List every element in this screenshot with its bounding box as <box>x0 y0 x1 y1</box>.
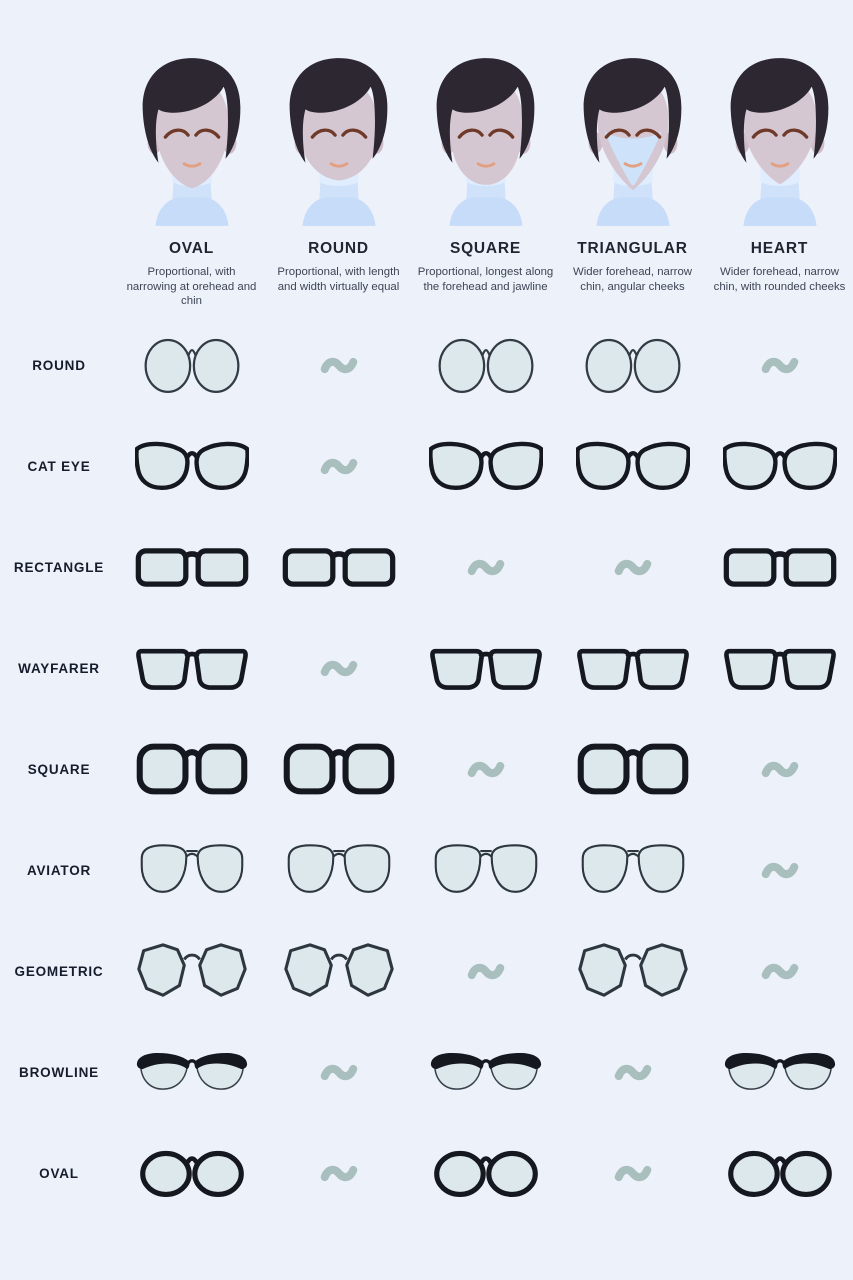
matrix-row-geometric <box>0 921 853 1022</box>
not-recommended-tilde-icon <box>760 353 800 378</box>
glasses-cell <box>559 820 706 921</box>
glasses-browline-icon <box>429 1048 543 1096</box>
glasses-style-label: CAT EYE <box>27 458 91 474</box>
glasses-cell <box>118 1022 265 1123</box>
glasses-cell <box>118 416 265 517</box>
glasses-cell <box>265 719 412 820</box>
matrix-row-rectangle <box>0 517 853 618</box>
not-recommended-cell <box>559 1123 706 1224</box>
glasses-round-icon <box>582 334 684 396</box>
not-recommended-tilde-icon <box>319 1060 359 1085</box>
glasses-cell <box>412 820 559 921</box>
face-column-heart <box>706 52 853 294</box>
not-recommended-cell <box>706 315 853 416</box>
face-shape-description: Proportional, with length and width virtually equal <box>277 266 400 293</box>
not-recommended-cell <box>412 517 559 618</box>
face-round-illustration <box>265 52 413 230</box>
matrix-row-round <box>0 315 853 416</box>
glasses-browline-icon <box>723 1048 837 1096</box>
not-recommended-tilde-icon <box>466 959 506 984</box>
glasses-cateye-icon <box>576 439 690 493</box>
glasses-cell <box>118 1123 265 1224</box>
glasses-style-label: WAYFARER <box>18 660 100 676</box>
face-shapes-header <box>0 0 853 309</box>
glasses-cell <box>265 820 412 921</box>
glasses-geometric-icon <box>281 942 397 1000</box>
glasses-square-icon <box>136 740 248 798</box>
glasses-cell <box>412 618 559 719</box>
glasses-oval-icon <box>727 1147 833 1199</box>
glasses-cateye-icon <box>723 439 837 493</box>
face-shape-label: ROUND <box>308 240 369 257</box>
matrix-row-wayfarer <box>0 618 853 719</box>
glasses-style-label: OVAL <box>39 1165 79 1181</box>
not-recommended-cell <box>559 1022 706 1123</box>
glasses-aviator-icon <box>578 842 688 898</box>
glasses-cateye-icon <box>135 439 249 493</box>
matrix-row-cateye <box>0 416 853 517</box>
face-oval-illustration <box>118 52 266 230</box>
glasses-cell <box>559 921 706 1022</box>
glasses-cell <box>559 618 706 719</box>
glasses-rectangle-icon <box>282 544 396 590</box>
glasses-wayfarer-icon <box>724 643 836 693</box>
glasses-cell <box>706 1123 853 1224</box>
glasses-style-label: SQUARE <box>27 761 91 777</box>
face-shape-label: HEART <box>750 240 809 257</box>
glasses-cell <box>559 719 706 820</box>
not-recommended-tilde-icon <box>319 454 359 479</box>
matrix-row-aviator <box>0 820 853 921</box>
glasses-style-label: BROWLINE <box>19 1064 99 1080</box>
not-recommended-tilde-icon <box>319 656 359 681</box>
glasses-cell <box>706 517 853 618</box>
not-recommended-cell <box>559 517 706 618</box>
glasses-wayfarer-icon <box>430 643 542 693</box>
face-shape-label: OVAL <box>168 240 215 257</box>
not-recommended-cell <box>706 719 853 820</box>
glasses-round-icon <box>141 334 243 396</box>
compatibility-matrix <box>0 315 853 1224</box>
glasses-cell <box>118 315 265 416</box>
not-recommended-tilde-icon <box>466 555 506 580</box>
glasses-cell <box>118 719 265 820</box>
glasses-cell <box>118 618 265 719</box>
header-corner-spacer <box>0 52 118 62</box>
face-shape-description: Proportional, longest along the forehead and jawline <box>417 266 554 293</box>
not-recommended-tilde-icon <box>760 858 800 883</box>
glasses-style-label: RECTANGLE <box>13 559 105 575</box>
face-triangular-illustration <box>559 52 707 230</box>
not-recommended-cell <box>265 315 412 416</box>
not-recommended-cell <box>265 1022 412 1123</box>
glasses-aviator-icon <box>431 842 541 898</box>
glasses-geometric-icon <box>575 942 691 1000</box>
glasses-rectangle-icon <box>135 544 249 590</box>
face-square-illustration <box>412 52 560 230</box>
glasses-cell <box>118 921 265 1022</box>
face-column-oval <box>118 52 265 309</box>
not-recommended-cell <box>265 416 412 517</box>
not-recommended-cell <box>265 1123 412 1224</box>
glasses-style-label: ROUND <box>32 357 86 373</box>
face-column-square <box>412 52 559 294</box>
glasses-style-label: GEOMETRIC <box>14 963 104 979</box>
face-column-round <box>265 52 412 294</box>
glasses-round-icon <box>435 334 537 396</box>
not-recommended-cell <box>412 719 559 820</box>
face-shape-description: Proportional, with narrowing at orehead and chin <box>126 266 257 308</box>
not-recommended-tilde-icon <box>613 1060 653 1085</box>
glasses-cell <box>559 315 706 416</box>
glasses-aviator-icon <box>137 842 247 898</box>
glasses-cell <box>706 618 853 719</box>
glasses-square-icon <box>283 740 395 798</box>
glasses-cateye-icon <box>429 439 543 493</box>
glasses-cell <box>706 416 853 517</box>
glasses-cell <box>265 517 412 618</box>
matrix-row-square <box>0 719 853 820</box>
matrix-row-oval <box>0 1123 853 1224</box>
glasses-cell <box>265 921 412 1022</box>
matrix-row-browline <box>0 1022 853 1123</box>
not-recommended-cell <box>412 921 559 1022</box>
glasses-oval-icon <box>433 1147 539 1199</box>
glasses-wayfarer-icon <box>136 643 248 693</box>
glasses-cell <box>412 416 559 517</box>
not-recommended-cell <box>706 921 853 1022</box>
glasses-cell <box>412 1123 559 1224</box>
face-heart-illustration <box>706 52 853 230</box>
glasses-cell <box>118 820 265 921</box>
not-recommended-tilde-icon <box>319 1161 359 1186</box>
glasses-cell <box>559 416 706 517</box>
not-recommended-cell <box>265 618 412 719</box>
glasses-aviator-icon <box>284 842 394 898</box>
face-shape-description: Wider forehead, narrow chin, with rounded cheeks <box>713 266 846 293</box>
face-shape-label: TRIANGULAR <box>577 240 688 257</box>
not-recommended-cell <box>706 820 853 921</box>
glasses-cell <box>118 517 265 618</box>
glasses-cell <box>706 1022 853 1123</box>
glasses-cell <box>412 1022 559 1123</box>
face-shape-description: Wider forehead, narrow chin, angular cheeks <box>572 266 693 293</box>
glasses-wayfarer-icon <box>577 643 689 693</box>
face-column-triangular <box>559 52 706 294</box>
not-recommended-tilde-icon <box>613 1161 653 1186</box>
glasses-geometric-icon <box>134 942 250 1000</box>
glasses-cell <box>412 315 559 416</box>
glasses-square-icon <box>577 740 689 798</box>
glasses-rectangle-icon <box>723 544 837 590</box>
face-shape-label: SQUARE <box>449 240 522 257</box>
glasses-oval-icon <box>139 1147 245 1199</box>
not-recommended-tilde-icon <box>319 353 359 378</box>
not-recommended-tilde-icon <box>466 757 506 782</box>
not-recommended-tilde-icon <box>760 959 800 984</box>
not-recommended-tilde-icon <box>613 555 653 580</box>
glasses-browline-icon <box>135 1048 249 1096</box>
glasses-style-label: AVIATOR <box>26 862 92 878</box>
not-recommended-tilde-icon <box>760 757 800 782</box>
